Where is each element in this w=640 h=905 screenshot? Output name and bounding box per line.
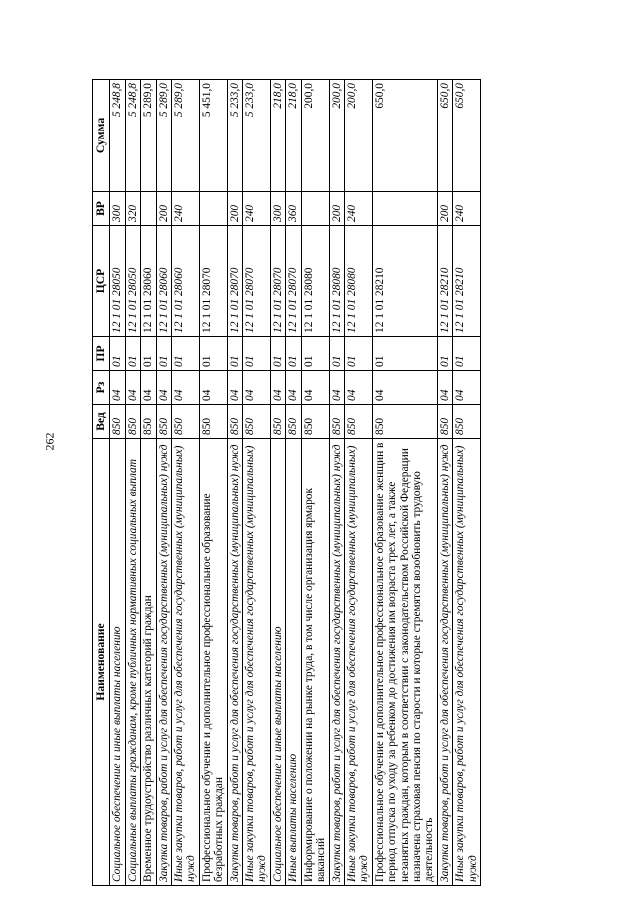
cell-rz: 04 [286, 371, 301, 405]
table-header-row [93, 80, 110, 886]
table-row [437, 80, 452, 886]
header-sum: Сумма [93, 80, 110, 192]
cell-ved: 850 [156, 405, 171, 439]
cell-name: Иные закупки товаров, работ и услуг для обеспечения государственных (муниципальных) нужд [344, 439, 372, 886]
cell-vr: 300 [270, 192, 285, 226]
cell-rz: 04 [344, 371, 372, 405]
header-vr: ВР [93, 192, 110, 226]
table-row [372, 80, 437, 886]
cell-vr [199, 192, 227, 226]
table-row [110, 80, 125, 886]
cell-rz: 04 [329, 371, 344, 405]
cell-vr [301, 192, 329, 226]
cell-vr: 240 [243, 192, 271, 226]
cell-vr [372, 192, 437, 226]
cell-csr: 12 1 01 28070 [243, 226, 271, 337]
cell-ved: 850 [227, 405, 242, 439]
cell-sum: 650,0 [372, 80, 437, 192]
table-row [156, 80, 171, 886]
cell-name: Иные закупки товаров, работ и услуг для обеспечения государственных (муниципальных) нужд [172, 439, 200, 886]
cell-ved: 850 [329, 405, 344, 439]
cell-ved: 850 [199, 405, 227, 439]
cell-pr: 01 [125, 337, 140, 371]
cell-csr: 12 1 01 28080 [301, 226, 329, 337]
cell-ved: 850 [243, 405, 271, 439]
cell-sum: 5 248,8 [110, 80, 125, 192]
cell-vr: 300 [110, 192, 125, 226]
cell-name: Профессиональное обучение и дополнительное профессиональное образование безработных граждан [199, 439, 227, 886]
cell-vr: 240 [172, 192, 200, 226]
cell-sum: 200,0 [329, 80, 344, 192]
cell-rz: 04 [372, 371, 437, 405]
cell-ved: 850 [286, 405, 301, 439]
table-body [110, 80, 481, 886]
cell-csr: 12 1 01 28070 [227, 226, 242, 337]
cell-pr: 01 [344, 337, 372, 371]
cell-ved: 850 [141, 405, 156, 439]
cell-name: Иные закупки товаров, работ и услуг для обеспечения государственных (муниципальных) нужд [243, 439, 271, 886]
cell-name: Закупка товаров, работ и услуг для обеспечения государственных (муниципальных) нужд [437, 439, 452, 886]
cell-name: Закупка товаров, работ и услуг для обеспечения государственных (муниципальных) нужд [329, 439, 344, 886]
cell-sum: 5 248,8 [125, 80, 140, 192]
table-row [270, 80, 285, 886]
cell-name: Социальное обеспечение и иные выплаты населению [110, 439, 125, 886]
cell-name: Закупка товаров, работ и услуг для обеспечения государственных (муниципальных) нужд [156, 439, 171, 886]
header-ved: Вед [93, 405, 110, 439]
cell-rz: 04 [199, 371, 227, 405]
table-row [453, 80, 481, 886]
cell-rz: 04 [301, 371, 329, 405]
header-pr: ПР [93, 337, 110, 371]
cell-pr: 01 [243, 337, 271, 371]
cell-name: Социальное обеспечение и иные выплаты населению [270, 439, 285, 886]
cell-rz: 04 [270, 371, 285, 405]
cell-ved: 850 [301, 405, 329, 439]
table-row [172, 80, 200, 886]
cell-ved: 850 [344, 405, 372, 439]
cell-rz: 04 [453, 371, 481, 405]
cell-csr: 12 1 01 28060 [141, 226, 156, 337]
cell-rz: 04 [172, 371, 200, 405]
cell-rz: 04 [110, 371, 125, 405]
cell-name: Профессиональное обучение и дополнительное профессиональное образование женщин в период отпуска по уходу за ребенком до достижения им возраста трех лет, а также незанятых граждан, которым в соответствии с законодательством Российской Федерации назначена страховая пенсия по старости и которые стремятся возобновить трудовую деятельность [372, 439, 437, 886]
cell-csr: 12 1 01 28210 [372, 226, 437, 337]
cell-pr: 01 [329, 337, 344, 371]
page-number: 262 [42, 432, 57, 451]
table-row [243, 80, 271, 886]
cell-name: Закупка товаров, работ и услуг для обеспечения государственных (муниципальных) нужд [227, 439, 242, 886]
cell-sum: 200,0 [344, 80, 372, 192]
cell-rz: 04 [227, 371, 242, 405]
cell-vr: 360 [286, 192, 301, 226]
cell-pr: 01 [141, 337, 156, 371]
cell-csr: 12 1 01 28070 [270, 226, 285, 337]
cell-csr: 12 1 01 28210 [437, 226, 452, 337]
cell-vr: 200 [156, 192, 171, 226]
cell-csr: 12 1 01 28070 [199, 226, 227, 337]
rotated-table-container [92, 80, 554, 886]
cell-rz: 04 [437, 371, 452, 405]
cell-ved: 850 [453, 405, 481, 439]
cell-csr: 12 1 01 28060 [172, 226, 200, 337]
table-row [141, 80, 156, 886]
cell-ved: 850 [125, 405, 140, 439]
table-row [227, 80, 242, 886]
cell-vr: 200 [227, 192, 242, 226]
cell-pr: 01 [286, 337, 301, 371]
cell-csr: 12 1 01 28060 [156, 226, 171, 337]
cell-rz: 04 [125, 371, 140, 405]
cell-vr: 320 [125, 192, 140, 226]
cell-csr: 12 1 01 28080 [344, 226, 372, 337]
cell-rz: 04 [156, 371, 171, 405]
cell-sum: 5 289,0 [172, 80, 200, 192]
cell-ved: 850 [270, 405, 285, 439]
cell-pr: 01 [172, 337, 200, 371]
cell-sum: 650,0 [453, 80, 481, 192]
cell-sum: 650,0 [437, 80, 452, 192]
cell-vr: 200 [437, 192, 452, 226]
cell-name: Информирование о положении на рынке труда, в том числе организация ярмарок вакансий [301, 439, 329, 886]
header-csr: ЦСР [93, 226, 110, 337]
cell-ved: 850 [437, 405, 452, 439]
cell-sum: 200,0 [301, 80, 329, 192]
cell-ved: 850 [110, 405, 125, 439]
cell-sum: 218,0 [270, 80, 285, 192]
cell-pr: 01 [270, 337, 285, 371]
cell-vr: 240 [344, 192, 372, 226]
header-name: Наименование [93, 439, 110, 886]
cell-csr: 12 1 01 28210 [453, 226, 481, 337]
cell-rz: 04 [243, 371, 271, 405]
cell-vr [141, 192, 156, 226]
cell-rz: 04 [141, 371, 156, 405]
cell-pr: 01 [437, 337, 452, 371]
table-row [199, 80, 227, 886]
budget-table [92, 79, 481, 886]
cell-name: Иные выплаты населению [286, 439, 301, 886]
cell-pr: 01 [453, 337, 481, 371]
cell-sum: 5 233,0 [243, 80, 271, 192]
cell-ved: 850 [372, 405, 437, 439]
cell-vr: 200 [329, 192, 344, 226]
cell-pr: 01 [156, 337, 171, 371]
cell-vr: 240 [453, 192, 481, 226]
cell-name: Иные закупки товаров, работ и услуг для обеспечения государственных (муниципальных) нужд [453, 439, 481, 886]
cell-sum: 218,0 [286, 80, 301, 192]
cell-pr: 01 [301, 337, 329, 371]
cell-sum: 5 289,0 [141, 80, 156, 192]
cell-csr: 12 1 01 28070 [286, 226, 301, 337]
cell-csr: 12 1 01 28050 [110, 226, 125, 337]
table-row [301, 80, 329, 886]
header-rz: Рз [93, 371, 110, 405]
cell-sum: 5 451,0 [199, 80, 227, 192]
table-row [344, 80, 372, 886]
cell-pr: 01 [110, 337, 125, 371]
cell-pr: 01 [372, 337, 437, 371]
table-row [286, 80, 301, 886]
cell-csr: 12 1 01 28080 [329, 226, 344, 337]
table-row [125, 80, 140, 886]
cell-csr: 12 1 01 28050 [125, 226, 140, 337]
cell-sum: 5 233,0 [227, 80, 242, 192]
cell-name: Социальные выплаты гражданам, кроме публичных нормативных социальных выплат [125, 439, 140, 886]
cell-ved: 850 [172, 405, 200, 439]
cell-pr: 01 [227, 337, 242, 371]
table-row [329, 80, 344, 886]
cell-sum: 5 289,0 [156, 80, 171, 192]
cell-pr: 01 [199, 337, 227, 371]
cell-name: Временное трудоустройство различных категорий граждан [141, 439, 156, 886]
